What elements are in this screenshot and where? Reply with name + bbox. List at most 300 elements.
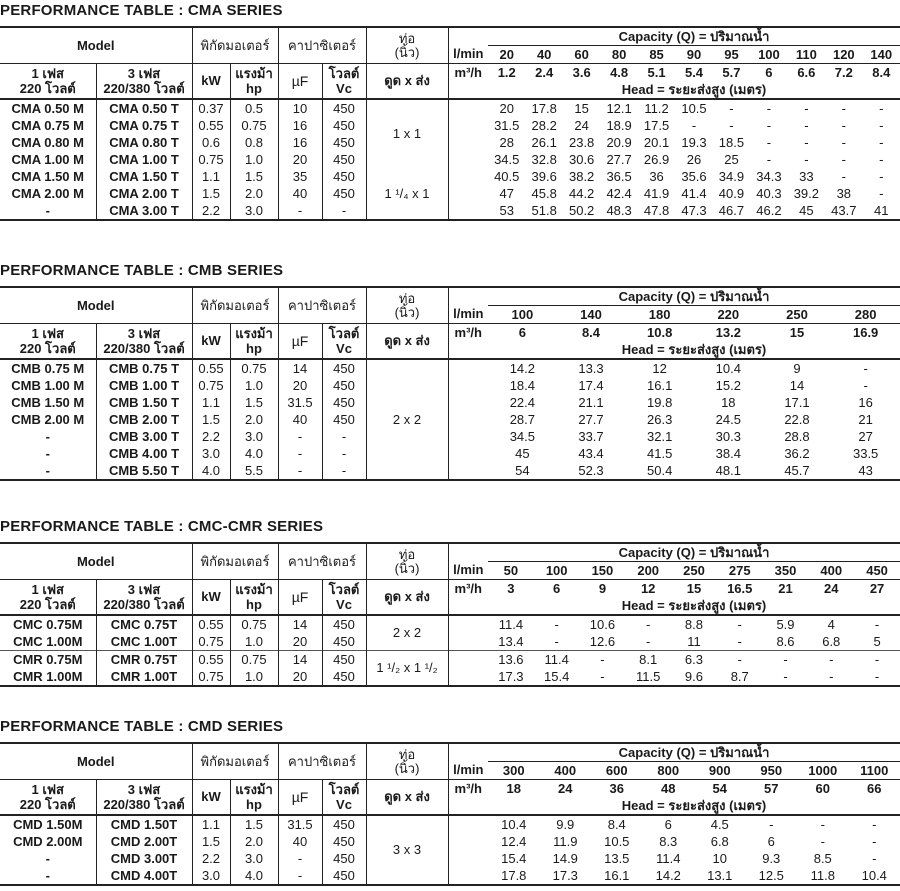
table-row [0, 411, 900, 428]
head-value: 47.8 [643, 202, 670, 218]
unit-blank [448, 411, 488, 428]
head-value: 14.2 [655, 867, 681, 883]
head-value: 15.2 [715, 377, 741, 393]
head-value: 10.4 [861, 867, 887, 883]
head-value: - [879, 100, 884, 116]
head-value: 8.5 [813, 850, 832, 866]
lmin-value: 1000 [808, 762, 838, 778]
kw-value: 0.55 [192, 651, 230, 669]
m3h-label: m³/h [454, 780, 482, 796]
head-header: Head = ระยะส่งสูง (เมตร) [621, 797, 767, 813]
head-value: 38 [836, 185, 852, 201]
head-value: 22.4 [509, 394, 535, 410]
unit-blank [448, 462, 488, 480]
model-3phase: CMA 0.75 T [96, 117, 192, 134]
hp-value: 2.0 [230, 185, 278, 202]
head-value: - [766, 134, 772, 150]
lmin-value: 1100 [860, 762, 889, 778]
lmin-value: 800 [657, 762, 680, 778]
head-value: 18 [721, 394, 736, 410]
model-3phase: CMB 4.00 T [96, 445, 192, 462]
head-value: - [841, 151, 846, 167]
motor-header: พิกัดมอเตอร์ [192, 27, 278, 64]
hp-value: 0.75 [230, 117, 278, 134]
hp-header: แรงม้า hp [230, 64, 278, 100]
head-value: 8.8 [684, 616, 703, 632]
vc-value: 450 [322, 377, 366, 394]
lmin-value: 280 [854, 306, 877, 322]
m3h-value: 60 [815, 780, 830, 796]
model-header: Model [0, 287, 192, 324]
head-value: 34.3 [756, 168, 782, 184]
unit-blank [448, 543, 488, 562]
head-value: - [804, 117, 809, 133]
head-value: 11.4 [498, 616, 524, 632]
head-value: 46.2 [756, 202, 782, 218]
model-3phase: CMA 0.80 T [96, 134, 192, 151]
table-row [0, 462, 900, 480]
capacitor-header: คาปาซิเตอร์ [278, 543, 366, 580]
head-value: 32.8 [531, 151, 557, 167]
head-value: 45.8 [531, 185, 557, 201]
header-row [0, 324, 900, 342]
uf-value: 14 [278, 651, 322, 669]
head-value: 10 [712, 850, 727, 866]
lmin-value: 450 [866, 562, 888, 578]
head-value: - [804, 100, 809, 116]
unit-blank [448, 850, 488, 867]
m3h-value: 15 [789, 324, 805, 340]
head-value: 18.4 [509, 377, 535, 393]
head-value: 45 [515, 445, 530, 461]
motor-header: พิกัดมอเตอร์ [192, 543, 278, 580]
head-value: - [763, 651, 809, 669]
uf-value: - [278, 867, 322, 885]
cmd-table [0, 742, 900, 886]
unit-blank [448, 597, 488, 615]
head-value: 11.2 [644, 100, 669, 116]
head-value: 17.4 [578, 377, 604, 393]
head-value: 12.5 [758, 867, 784, 883]
kw-value: 0.75 [192, 633, 230, 651]
m3h-value: 15 [686, 580, 702, 596]
table-row [0, 151, 900, 168]
head-value: - [863, 377, 868, 393]
hp-value: 3.0 [230, 428, 278, 445]
head-value: 18.5 [718, 134, 745, 150]
capacity-header: Capacity (Q) = ปริมาณน้ำ [488, 743, 900, 762]
kw-value: 2.2 [192, 428, 230, 445]
head-value: 25 [724, 151, 739, 167]
vc-value: 450 [322, 117, 366, 134]
lmin-value: 60 [574, 46, 589, 62]
unit-blank [448, 185, 488, 202]
hp-value: 0.5 [230, 99, 278, 117]
hp-value: 0.75 [230, 359, 278, 377]
lmin-value: 200 [637, 562, 660, 578]
head-value: 17.1 [784, 394, 810, 410]
head-value: 11.4 [656, 850, 681, 866]
motor-header: พิกัดมอเตอร์ [192, 287, 278, 324]
model-1phase: CMR 1.00M [0, 668, 96, 686]
unit-blank [448, 633, 488, 651]
head-value: 19.3 [681, 134, 707, 150]
unit-blank [448, 341, 488, 359]
pipe-size: 1 ¹/₄ x 1 [366, 168, 448, 220]
m3h-value: 24 [558, 780, 573, 796]
table-row [0, 394, 900, 411]
head-value: 48.3 [606, 202, 632, 218]
head-value: 17.3 [552, 867, 578, 883]
head-value: 50.2 [568, 202, 595, 218]
head-value: 14 [789, 377, 805, 393]
pipe-header: ท่อ (นิ้ว) [366, 287, 448, 324]
table-row [0, 377, 900, 394]
head-value: 9.6 [684, 668, 703, 684]
kw-value: 0.75 [192, 668, 230, 686]
vc-value: - [322, 445, 366, 462]
head-value: - [600, 668, 605, 684]
head-value: 6.8 [710, 833, 729, 849]
model-3phase: CMA 3.00 T [96, 202, 192, 220]
head-value: 17.8 [501, 867, 527, 883]
unit-blank [448, 743, 488, 762]
m3h-value: 13.2 [715, 324, 741, 340]
kw-value: 0.55 [192, 117, 230, 134]
unit-blank [448, 359, 488, 377]
lmin-value: 40 [536, 46, 552, 62]
hp-value: 4.0 [230, 445, 278, 462]
uf-value: 14 [278, 615, 322, 633]
vc-header: โวลต์ Vc [322, 580, 366, 616]
head-value: - [783, 668, 788, 684]
unit-blank [448, 117, 488, 134]
phase3-header: 3 เฟส 220/380 โวลต์ [96, 324, 192, 360]
hp-value: 1.5 [230, 815, 278, 833]
model-header: Model [0, 543, 192, 580]
table-row [0, 428, 900, 445]
hp-value: 0.75 [230, 615, 278, 633]
head-header: Head = ระยะส่งสูง (เมตร) [621, 597, 767, 613]
head-value: 12.6 [589, 633, 616, 649]
table-row [0, 445, 900, 462]
head-value: 6.3 [671, 651, 717, 669]
table-row [0, 850, 900, 867]
head-value: 31.5 [494, 117, 520, 133]
head-value: - [841, 100, 846, 116]
m3h-label: m³/h [454, 64, 482, 80]
uf-value: 20 [278, 377, 322, 394]
m3h-value: 6 [553, 580, 561, 596]
head-value: 26.3 [647, 411, 673, 427]
hp-value: 1.5 [230, 168, 278, 185]
pipe-size: 1 ¹/₂ x 1 ¹/₂ [366, 651, 448, 687]
head-value: - [766, 117, 772, 133]
lmin-value: 400 [820, 562, 843, 578]
hp-value: 4.0 [230, 867, 278, 885]
head-value: 28 [499, 134, 514, 150]
pipe-size: 1 x 1 [366, 99, 448, 168]
vc-value: 450 [322, 99, 366, 117]
head-value: 8.1 [625, 651, 671, 669]
table-row [0, 633, 900, 651]
unit-blank [448, 151, 488, 168]
lmin-label: l/min [453, 46, 484, 62]
model-1phase: CMB 2.00 M [0, 411, 96, 428]
model-3phase: CMB 3.00 T [96, 428, 192, 445]
kw-value: 2.2 [192, 850, 230, 867]
head-value: 6 [767, 833, 775, 849]
head-value: - [729, 100, 734, 116]
head-value: 17.8 [531, 100, 557, 116]
m3h-label: m³/h [454, 580, 482, 596]
table-row [0, 867, 900, 885]
lmin-value: 250 [683, 562, 705, 578]
head-value: 6 [664, 816, 672, 832]
head-value: 42.4 [606, 185, 632, 201]
vc-header: โวลต์ Vc [322, 780, 366, 816]
head-value: 9.3 [762, 850, 781, 866]
m3h-value: 18 [506, 780, 521, 796]
vc-header: โวลต์ Vc [322, 324, 366, 360]
vc-value: - [322, 462, 366, 480]
table-row [0, 651, 900, 669]
head-value: - [804, 151, 809, 167]
hp-value: 1.0 [230, 377, 278, 394]
head-value: 9 [793, 360, 801, 376]
model-3phase: CMA 0.50 T [96, 99, 192, 117]
vc-value: 450 [322, 815, 366, 833]
m3h-value: 36 [609, 780, 624, 796]
hp-value: 2.0 [230, 411, 278, 428]
hp-value: 2.0 [230, 833, 278, 850]
head-value: - [804, 134, 809, 150]
m3h-value: 5.4 [684, 64, 704, 80]
pipe-suction-header: ดูด x ส่ง [366, 580, 448, 616]
vc-value: 450 [322, 867, 366, 885]
model-3phase: CMB 2.00 T [96, 411, 192, 428]
lmin-value: 100 [511, 306, 534, 322]
uf-value: 40 [278, 833, 322, 850]
head-value: 24.5 [715, 411, 741, 427]
vc-value: 450 [322, 134, 366, 151]
hp-header: แรงม้า hp [230, 324, 278, 360]
head-value: 27.7 [606, 151, 632, 167]
head-value: 53 [499, 202, 514, 218]
uf-value: 16 [278, 134, 322, 151]
head-value: 15.4 [544, 668, 570, 684]
uf-value: 20 [278, 668, 322, 686]
head-value: - [691, 117, 697, 133]
table-row [0, 359, 900, 377]
unit-blank [448, 394, 488, 411]
m3h-value: 5.7 [722, 64, 741, 80]
uf-value: 31.5 [278, 394, 322, 411]
model-3phase: CMA 1.00 T [96, 151, 192, 168]
vc-value: 450 [322, 151, 366, 168]
uf-value: 35 [278, 168, 322, 185]
kw-value: 0.55 [192, 615, 230, 633]
model-3phase: CMB 1.50 T [96, 394, 192, 411]
model-1phase: CMA 1.00 M [0, 151, 96, 168]
head-value: 40.3 [756, 185, 782, 201]
uf-value: 40 [278, 411, 322, 428]
m3h-label: m³/h [454, 324, 482, 340]
model-1phase: - [0, 202, 96, 220]
head-value: 39.6 [531, 168, 557, 184]
head-value: 20 [499, 100, 514, 116]
model-header: Model [0, 27, 192, 64]
head-value: - [874, 668, 880, 684]
vc-value: 450 [322, 668, 366, 686]
head-value: 10.5 [681, 100, 707, 116]
head-value: 40.5 [494, 168, 520, 184]
unit-blank [448, 99, 488, 117]
head-value: 26.1 [531, 134, 557, 150]
pipe-header: ท่อ (นิ้ว) [366, 27, 448, 64]
head-value: 10.5 [604, 833, 630, 849]
head-value: 36 [649, 168, 664, 184]
head-value: - [841, 117, 846, 133]
uf-value: - [278, 850, 322, 867]
model-header: Model [0, 743, 192, 780]
uf-value: 16 [278, 117, 322, 134]
head-value: - [872, 850, 877, 866]
head-value: 16.1 [647, 377, 673, 393]
m3h-value: 54 [712, 780, 727, 796]
table-row [0, 615, 900, 633]
head-value: 28.8 [784, 428, 810, 444]
m3h-value: 48 [661, 780, 676, 796]
head-value: 17.3 [498, 668, 524, 684]
model-3phase: CMC 0.75T [96, 615, 192, 633]
lmin-value: 300 [502, 762, 525, 778]
lmin-value: 275 [728, 562, 751, 578]
model-1phase: CMB 1.00 M [0, 377, 96, 394]
model-1phase: CMA 0.80 M [0, 134, 96, 151]
header-row [0, 543, 900, 562]
head-value: 40.9 [718, 185, 745, 201]
kw-value: 0.75 [192, 377, 230, 394]
unit-blank [448, 668, 488, 686]
m3h-value: 2.4 [535, 64, 554, 80]
kw-value: 0.6 [192, 134, 230, 151]
model-1phase: CMD 2.00M [0, 833, 96, 850]
uf-value: 31.5 [278, 815, 322, 833]
head-value: 13.5 [604, 850, 630, 866]
kw-value: 1.5 [192, 833, 230, 850]
phase3-header: 3 เฟส 220/380 โวลต์ [96, 64, 192, 100]
uf-value: - [278, 428, 322, 445]
m3h-value: 12 [640, 580, 656, 596]
head-value: 21.1 [578, 394, 604, 410]
head-value: - [872, 833, 877, 849]
unit-blank [448, 815, 488, 833]
header-row [0, 287, 900, 306]
head-value: 47 [499, 185, 514, 201]
uf-value: - [278, 445, 322, 462]
head-value: 8.7 [730, 668, 749, 684]
head-value: 14.9 [552, 850, 578, 866]
motor-header: พิกัดมอเตอร์ [192, 743, 278, 780]
cmb-table [0, 286, 900, 481]
capacitor-header: คาปาซิเตอร์ [278, 287, 366, 324]
head-value: 11.4 [534, 651, 580, 669]
head-value: 26.9 [643, 151, 670, 167]
capacity-header: Capacity (Q) = ปริมาณน้ำ [488, 27, 900, 46]
unit-blank [448, 168, 488, 185]
head-value: 32.1 [647, 428, 673, 444]
head-value: 10.4 [501, 816, 527, 832]
m3h-value: 8.4 [872, 64, 891, 80]
uf-value: 20 [278, 151, 322, 168]
unit-blank [448, 287, 488, 306]
unit-blank [448, 833, 488, 850]
hp-value: 1.0 [230, 668, 278, 686]
head-value: 8.6 [776, 633, 795, 649]
uf-value: - [278, 462, 322, 480]
head-value: 13.6 [488, 651, 534, 669]
head-value: 11 [687, 633, 701, 649]
head-value: 8.3 [659, 833, 678, 849]
head-value: 27 [858, 428, 873, 444]
head-value: 35.6 [681, 168, 707, 184]
phase1-header: 1 เฟส 220 โวลต์ [0, 780, 96, 816]
model-1phase: - [0, 850, 96, 867]
head-value: 50.4 [647, 462, 673, 478]
lmin-value: 180 [648, 306, 671, 322]
hp-value: 0.75 [230, 651, 278, 669]
head-value: 33 [799, 168, 814, 184]
head-value: 12.1 [606, 100, 632, 116]
head-value: 11.5 [636, 668, 661, 684]
head-value: 28.2 [531, 117, 557, 133]
m3h-value: 16.9 [852, 324, 879, 340]
head-value: 46.7 [718, 202, 745, 218]
unit-blank [448, 428, 488, 445]
head-value: 45 [799, 202, 814, 218]
capacitor-header: คาปาซิเตอร์ [278, 27, 366, 64]
head-value: 23.8 [568, 134, 595, 150]
head-value: 26 [686, 151, 702, 167]
head-value: 9.9 [556, 816, 575, 832]
head-value: 16.1 [604, 867, 630, 883]
model-3phase: CMD 3.00T [96, 850, 192, 867]
head-value: - [717, 651, 763, 669]
model-1phase: - [0, 462, 96, 480]
head-value: 16 [858, 394, 873, 410]
kw-value: 0.75 [192, 151, 230, 168]
head-value: 43.4 [578, 445, 604, 461]
head-value: - [554, 616, 559, 632]
model-3phase: CMR 0.75T [96, 651, 192, 669]
head-value: - [737, 633, 742, 649]
head-value: 41.4 [681, 185, 707, 201]
table-row [0, 134, 900, 151]
head-value: - [841, 168, 846, 184]
head-value: 11.8 [810, 867, 835, 883]
head-value: - [841, 134, 846, 150]
vc-value: 450 [322, 615, 366, 633]
pipe-suction-header: ดูด x ส่ง [366, 780, 448, 816]
head-value: - [872, 816, 877, 832]
vc-value: - [322, 202, 366, 220]
head-value: - [863, 360, 868, 376]
head-value: 45.7 [784, 462, 810, 478]
m3h-value: 10.8 [647, 324, 673, 340]
vc-value: - [322, 428, 366, 445]
head-value: 43 [858, 462, 873, 478]
